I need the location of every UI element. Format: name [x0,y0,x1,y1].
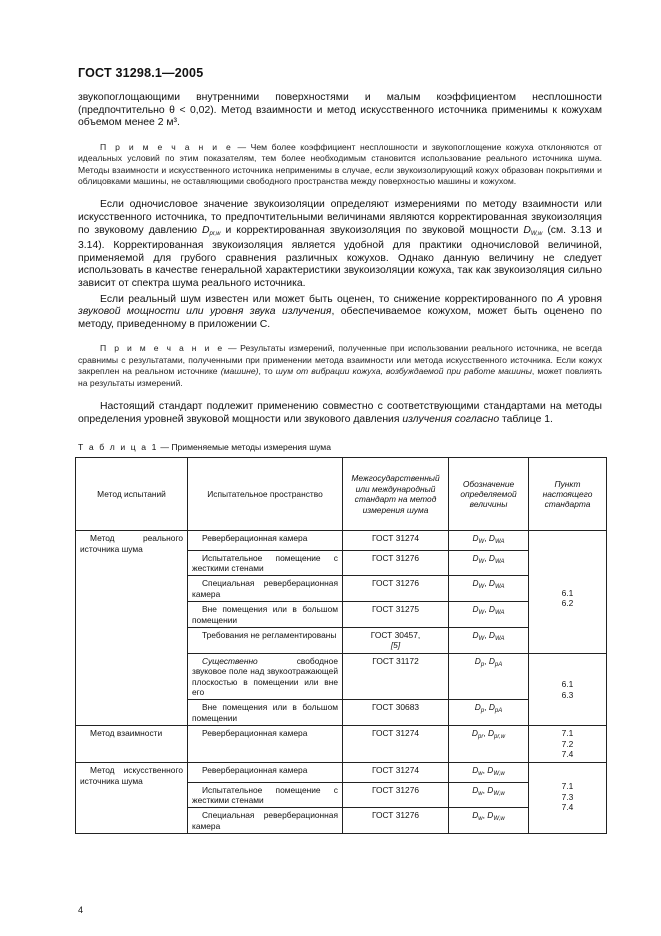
space-cell: Испытательное помещение с жесткими стенами [188,550,343,576]
standard-cell: ГОСТ 31274 [343,763,449,782]
clause-cell: 7.1 7.2 7.4 [529,726,607,763]
space-cell: Реверберационная камера [188,726,343,763]
paragraph-4 [78,401,602,426]
standard-cell: ГОСТ 31276 [343,576,449,602]
symbol-sub: pr [477,734,484,741]
symbol-sub: pr,w [209,230,221,237]
designation-cell: $D_w$, $D_{W,w}$ [449,763,529,782]
table-row [76,531,607,550]
note-2 [78,343,602,389]
method-cell: Метод искусственного источника шума [76,763,188,834]
symbol-sub: W,w [530,230,543,237]
standard-cell: ГОСТ 30683 [343,700,449,726]
method-cell: Метод реального источника шума [76,531,188,726]
designation-cell: $D_w$, $D_{W,w}$ [449,782,529,808]
p2-text-c: (см. 3.13 и 3.14). Корректированная звукоизоляция является удобной для практики одночисловой величиной, применяемой для грубого сравнения различных кожухов. Однако данную величину не следует использовать в качестве генеральной характеристики звукоизоляции кожуха, так как звукоизоляция сильно зависит от спектра шума реального источника. [78,224,603,289]
standard-cell: ГОСТ 31276 [343,550,449,576]
p2-text-b: и корректированная звукоизоляция по звуковой мощности [220,224,524,236]
table-caption [78,442,602,452]
symbol-sub: W [478,610,485,617]
designation-cell: $D_W$, $D_{WA}$ [449,602,529,628]
symbol-sub: WA [494,539,505,546]
space-cell: Испытательное помещение с жесткими стенами [188,782,343,808]
document-header: ГОСТ 31298.1—2005 [78,66,204,80]
p4-text-a: Настоящий стандарт подлежит применению совместно с соответствующими стандартами на методы определения уровней звуковой мощности или звукового давления [78,400,602,425]
standard-ref: [5] [390,640,401,651]
note-2-text-a: — Результаты измерений, полученные при использовании реального источника, не всегда сравнимы с результатами, полученными при применении метода взаимности или метода искусственного источника. Если кожух закреплен на реальном источнике [78,343,602,377]
standard-cell: ГОСТ 31276 [343,808,449,834]
symbol-dprw [202,225,221,236]
paragraph-3 [78,294,602,332]
standard-cell: ГОСТ 31276 [343,782,449,808]
standard-cell: ГОСТ 31172 [343,653,449,700]
header-clause: Пункт настоящего стандарта [529,458,607,531]
header-designation: Обозначение определяемой величины [449,458,529,531]
p2-text-a: Если одночисловое значение звукоизоляции определяют измерениями по методу взаимности или искусственного источника, то предпочтительными величинами являются корректированная звукоизоляция по звуковому давлению [78,199,602,236]
symbol-d: D [472,630,479,640]
p3-text-b: уровня [564,293,602,305]
note-2-italic-2: шум от вибрации кожуха, возбуждаемой при работе машины [275,366,532,377]
symbol-d: D [488,533,495,544]
symbol-d: D [472,810,479,821]
page-content [78,92,602,834]
note-1-text: — Чем более коэффициент несплошности и звукопоглощение кожуха отклоняются от идеальных условий по этим показателям, тем более необходимым становится использование реального источника шума. Методы взаимности и искусственного источника неприменимы в случае, если звукоизолирующий кожух образован покрытиями и облицовками машины, не оставляющими свободного пространства между поверхностью машины и кожухом. [78,141,602,186]
note-1-label: П р и м е ч а н и е [100,141,233,152]
standard-cell: ГОСТ 31274 [343,726,449,763]
symbol-sub: WA [494,636,505,642]
symbol-d: D [487,765,494,776]
paragraph-2 [78,199,602,290]
symbol-sub: W,w [493,816,505,823]
clause-cell: 6.1 6.3 [529,653,607,725]
designation-cell: $D_w$, $D_{W,w}$ [449,808,529,834]
symbol-sub: WA [494,610,505,617]
table-caption-text: — Применяемые методы измерения шума [157,442,331,453]
designation-cell: $D_W$, $D_{WA}$ [449,550,529,576]
symbol-d: D [487,784,494,795]
symbol-d: D [488,655,495,666]
symbol-d: D [488,630,495,640]
standard-cell: ГОСТ 31274 [343,531,449,550]
methods-table [75,457,607,834]
symbol-sub: w [478,816,483,823]
paragraph-1: звукопоглощающими внутренними поверхностями и малым коэффициентом несплошности (предпочтительно θ < 0,02). Метод взаимности и метод искусственного источника применимы к кожухам объемом менее 2 м³. [78,92,602,129]
symbol-d: D [488,702,495,713]
header-standard: Межгосударственный или международный стандарт на метод измерения шума [343,458,449,531]
symbol-sub: WA [494,584,505,591]
symbol-d: D [471,728,478,739]
table-caption-label: Т а б л и ц а 1 [78,442,158,453]
p4-text-b: таблице 1. [499,413,553,425]
symbol-d: D [472,784,479,795]
symbol-sub: w [478,771,483,778]
symbol-sub: W [478,539,485,546]
symbol-sub: p [480,708,485,715]
symbol-d: D [472,765,479,776]
symbol-sub: W [478,584,485,591]
symbol-sub: WA [494,558,505,565]
note-2-italic-1: (машине) [220,366,259,377]
symbol-d: D [488,552,495,563]
symbol-sub: W [478,636,485,642]
symbol-sub: p [480,661,485,668]
symbol-d: D [472,533,479,544]
standard-text: ГОСТ 30457, [370,630,421,640]
symbol-d: D [472,578,479,589]
p3-text-c: , обеспечиваемое кожухом, может быть оценено по методу, приведенному в приложении С. [78,306,602,330]
table-row [76,763,607,782]
space-cell: Специальная реверберационная камера [188,808,343,834]
method-cell: Метод взаимности [76,726,188,763]
table-row [76,726,607,763]
p3-text-a: Если реальный шум известен или может быть оценен, то снижение корректированного по [100,293,558,305]
symbol-d: D [472,604,479,615]
symbol-sub: pA [494,708,503,715]
space-cell: Требования не регламентированы [188,628,343,654]
designation-cell: $D_W$, $D_{WA}$ [449,628,529,654]
symbol-d: D [474,702,481,713]
space-cell: Специальная реверберационная камера [188,576,343,602]
clause-cell: 7.1 7.3 7.4 [529,763,607,834]
symbol-dww [523,225,542,236]
designation-cell: $D_W$, $D_{WA}$ [449,576,529,602]
symbol-d: D [488,604,495,615]
symbol-d: D [201,224,210,236]
p4-italic: излучения согласно [402,413,500,425]
symbol-d: D [487,728,495,739]
standard-cell [343,628,449,654]
note-2-text-b: , то [258,366,276,377]
note-2-text-c: , может повлиять на результаты измерений. [78,366,602,388]
standard-cell: ГОСТ 31275 [343,602,449,628]
page-number: 4 [78,905,84,915]
symbol-sub: w [478,790,483,797]
table-header-row [76,458,607,531]
symbol-d: D [523,224,531,236]
p3-italic: звуковой мощности или уровня звука излучения [78,306,332,318]
space-cell: Вне помещения или в большом помещении [188,700,343,726]
p3-a-letter: A [557,293,565,305]
space-text: свободное звуковое поле над звукоотражающей плоскостью в помещении или вне его [192,655,338,698]
header-method: Метод испытаний [76,458,188,531]
symbol-sub: W [478,558,485,565]
symbol-d: D [474,655,481,666]
space-italic: Существенно [202,655,258,666]
space-cell [188,653,343,700]
symbol-d: D [488,578,495,589]
space-cell: Реверберационная камера [188,763,343,782]
symbol-d: D [487,810,494,821]
header-space: Испытательное пространство [188,458,343,531]
symbol-sub: W,w [493,790,505,797]
clause-cell: 6.1 6.2 [529,531,607,654]
symbol-sub: pr,w [494,734,506,741]
symbol-sub: pA [494,661,503,668]
symbol-d: D [472,552,479,563]
designation-cell: $D_p$, $D_{pA}$ [449,700,529,726]
space-cell: Реверберационная камера [188,531,343,550]
space-cell: Вне помещения или в большом помещении [188,602,343,628]
designation-cell: $D_p$, $D_{pA}$ [449,653,529,700]
note-2-label: П р и м е ч а н и е [100,343,225,354]
note-1 [78,142,602,188]
designation-cell: $D_{pr}$, $D_{pr,w}$ [449,726,529,763]
symbol-sub: W,w [493,771,505,778]
designation-cell: $D_W$, $D_{WA}$ [449,531,529,550]
